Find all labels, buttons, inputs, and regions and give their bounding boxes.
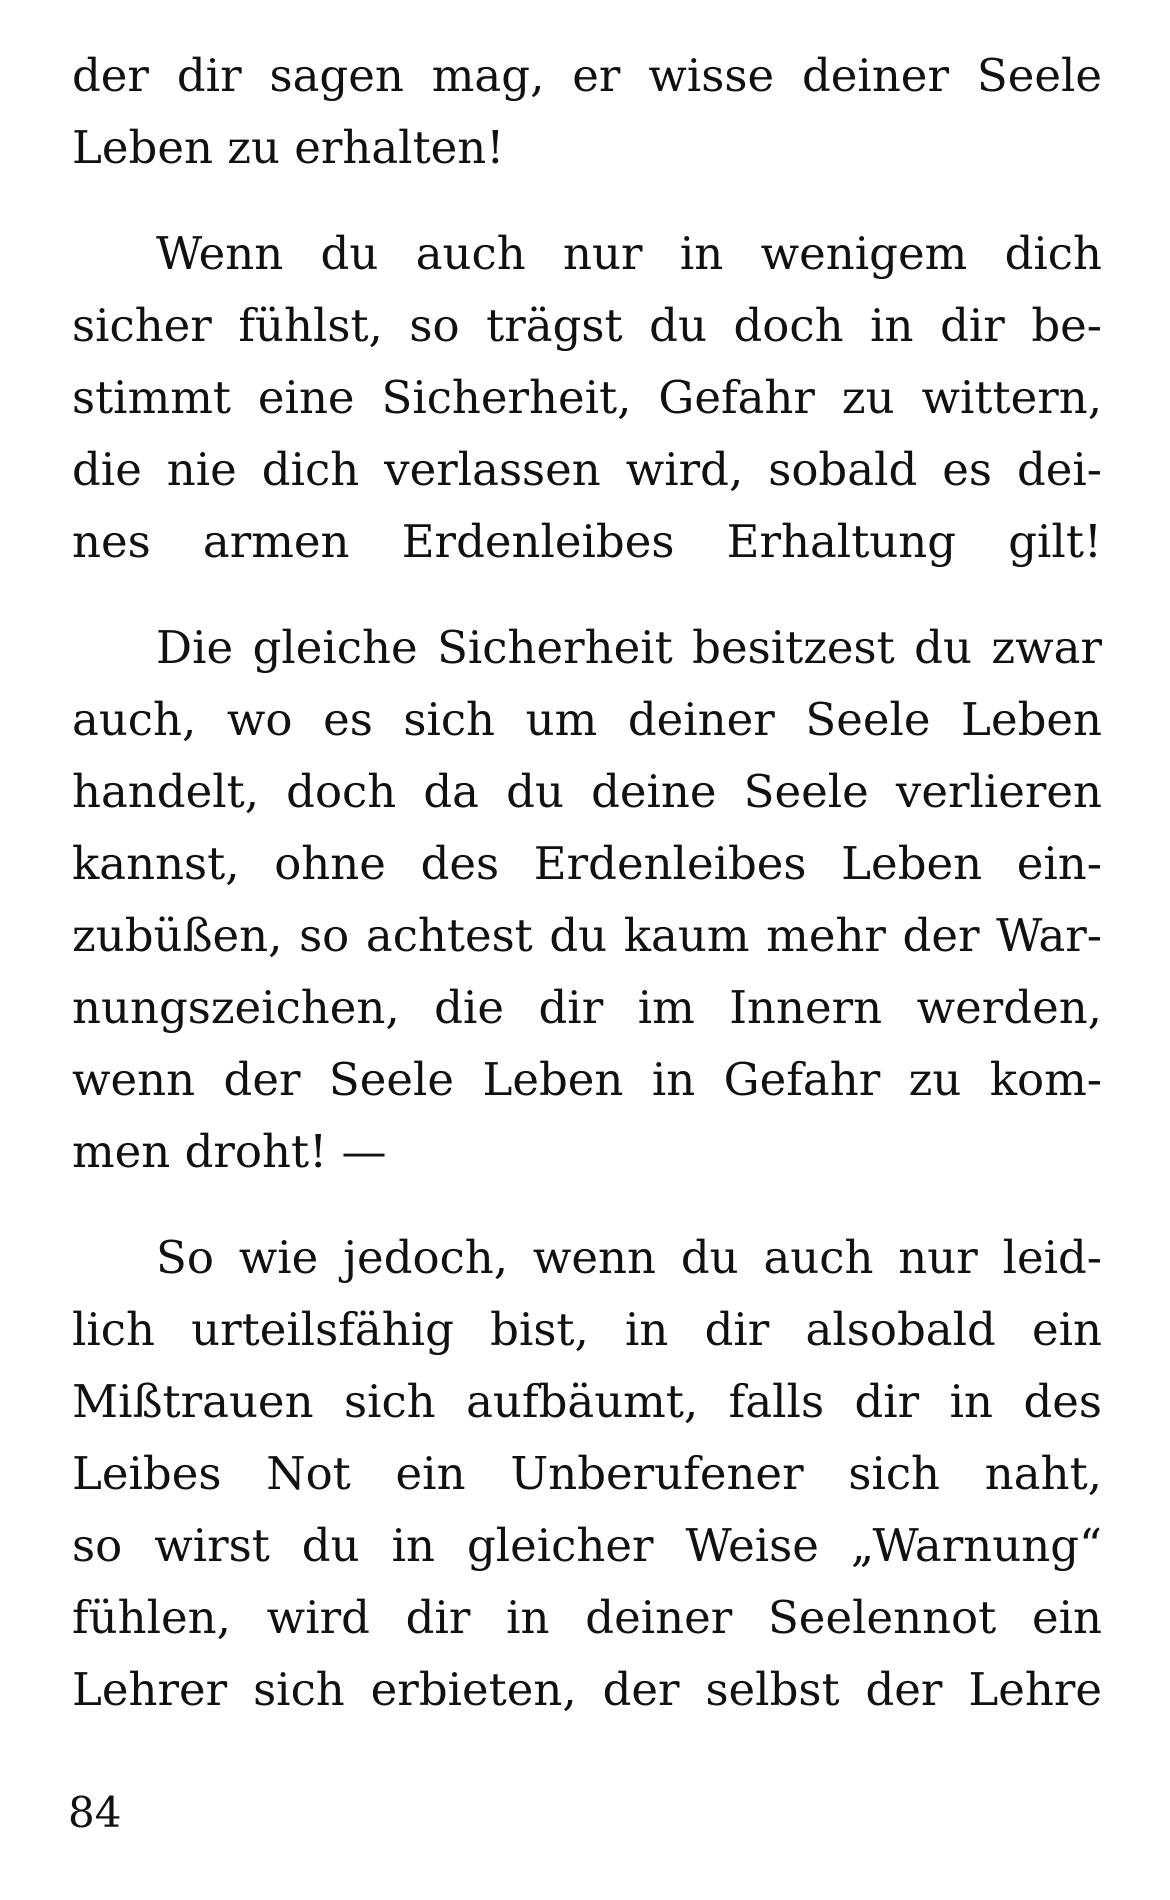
text-line: zubüßen, so achtest du kaum mehr der War- — [72, 909, 1102, 962]
text-line: kannst, ohne des Erdenleibes Leben ein- — [72, 837, 1102, 890]
page-number: 84 — [68, 1788, 122, 1837]
text-line: Lehrer sich erbieten, der selbst der Lehre — [72, 1663, 1102, 1716]
text-line: Leibes Not ein Unberufener sich naht, — [72, 1447, 1102, 1500]
text-line: so wirst du in gleicher Weise „Warnung“ — [72, 1519, 1102, 1572]
text-line: fühlen, wird dir in deiner Seelennot ein — [72, 1591, 1102, 1644]
paragraph-3 — [72, 612, 1102, 1188]
text-line: der dir sagen mag, er wisse deiner Seele — [72, 49, 1102, 102]
text-line: auch, wo es sich um deiner Seele Leben — [72, 693, 1102, 746]
paragraph-4 — [72, 1222, 1102, 1726]
text-line: sicher fühlst, so trägst du doch in dir be- — [72, 299, 1102, 352]
text-line: nes armen Erdenleibes Erhaltung gilt! — [72, 515, 1102, 568]
text-line: So wie jedoch, wenn du auch nur leid- — [156, 1231, 1102, 1284]
text-line: lich urteilsfähig bist, in dir alsobald ein — [72, 1303, 1102, 1356]
text-line: Leben zu erhalten! — [72, 121, 505, 174]
page-body — [72, 40, 1102, 1760]
text-line: wenn der Seele Leben in Gefahr zu kom- — [72, 1053, 1102, 1106]
text-line: men droht! — — [72, 1125, 387, 1178]
text-line: stimmt eine Sicherheit, Gefahr zu wittern, — [72, 371, 1102, 424]
text-line: Wenn du auch nur in wenigem dich — [156, 227, 1102, 280]
text-line: nungszeichen, die dir im Innern werden, — [72, 981, 1102, 1034]
text-line: Die gleiche Sicherheit besitzest du zwar — [156, 621, 1102, 674]
text-line: handelt, doch da du deine Seele verlieren — [72, 765, 1102, 818]
text-line: die nie dich verlassen wird, sobald es dei- — [72, 443, 1102, 496]
paragraph-1 — [72, 40, 1102, 184]
text-line: Mißtrauen sich aufbäumt, falls dir in des — [72, 1375, 1102, 1428]
paragraph-2 — [72, 218, 1102, 578]
